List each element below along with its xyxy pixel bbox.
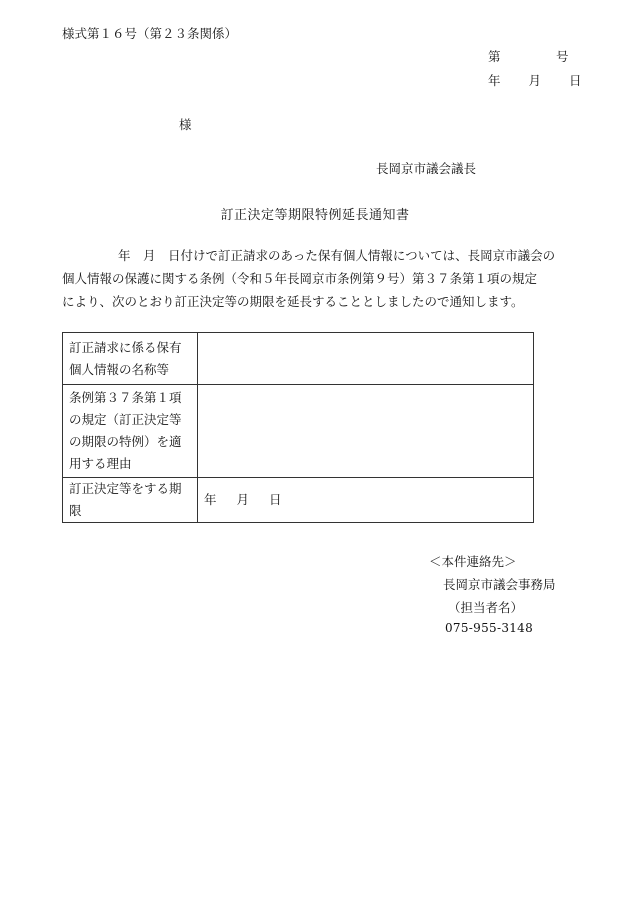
body-line-2: 個人情報の保護に関する条例（令和５年長岡京市条例第９号）第３７条第１項の規定 xyxy=(62,271,538,286)
contact-organization: 長岡京市議会事務局 xyxy=(443,577,556,592)
row-label-deadline xyxy=(63,478,198,523)
contact-phone: 075-955-3148 xyxy=(445,621,534,635)
document-number xyxy=(488,47,569,65)
row-value-deadline xyxy=(198,478,534,523)
label-line: 個人情報の名称等 xyxy=(69,361,170,377)
label-line: の規定（訂正決定等 xyxy=(69,412,182,427)
document-number-suffix: 号 xyxy=(556,49,569,64)
label-line: 用する理由 xyxy=(69,456,132,471)
label-line: 訂正請求に係る保有 xyxy=(69,339,182,355)
deadline-day: 日 xyxy=(269,492,282,507)
body-line-1: 年 月 日付けで訂正請求のあった保有個人情報については、長岡京市議会の xyxy=(118,248,556,263)
row-label-reason xyxy=(63,385,198,478)
document-number-prefix: 第 xyxy=(488,49,501,64)
recipient-suffix: 様 xyxy=(179,117,192,132)
table-row xyxy=(63,385,534,478)
table-row xyxy=(63,478,534,523)
document-date xyxy=(488,71,582,89)
contact-heading: ＜本件連絡先＞ xyxy=(429,554,517,569)
body-line-3: により、次のとおり訂正決定等の期限を延長することとしましたので通知します。 xyxy=(62,294,524,309)
body-text xyxy=(62,244,556,313)
row-value-info-name xyxy=(198,333,534,385)
date-month: 月 xyxy=(528,73,542,88)
date-day: 日 xyxy=(569,73,582,88)
row-value-reason xyxy=(198,385,534,478)
deadline-year: 年 xyxy=(204,492,217,507)
info-table xyxy=(62,332,534,523)
row-label-info-name xyxy=(63,333,198,385)
label-line: 限 xyxy=(69,503,82,518)
label-line: 訂正決定等をする期 xyxy=(69,481,182,496)
contact-person: （担当者名） xyxy=(448,600,524,615)
document-title: 訂正決定等期限特例延長通知書 xyxy=(220,208,410,223)
table-row xyxy=(63,333,534,385)
form-number: 様式第１６号（第２３条関係） xyxy=(62,26,238,41)
sender-name: 長岡京市議会議長 xyxy=(376,161,477,176)
label-line: 条例第３７条第１項 xyxy=(69,390,182,405)
date-year: 年 xyxy=(488,73,501,88)
label-line: の期限の特例）を適 xyxy=(69,434,182,449)
deadline-month: 月 xyxy=(236,492,250,507)
